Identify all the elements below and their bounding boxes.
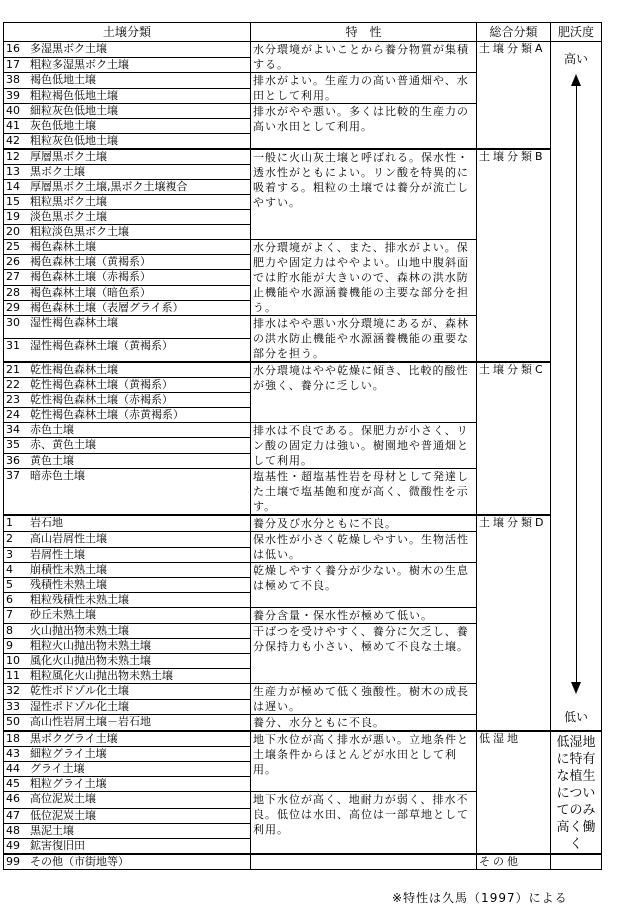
- soil-number: 44: [6, 762, 20, 775]
- soil-number: 30: [6, 316, 20, 329]
- soil-name: 乾性ポドゾル化土壌: [30, 684, 129, 697]
- characteristic-cell: 地下水位が高く、地耐力が弱く、排水不良。低位は水田、高位は一部草地として利用。: [251, 792, 477, 855]
- characteristic-cell: 塩基性・超塩基性岩を母材として発達した土壌で塩基飽和度が高く、微酸性を示す。: [251, 469, 477, 516]
- characteristic-cell: 一般に火山灰土壌と呼ばれる。保水性・透水性がともによい。リン酸を特異的に吸着する。粗粒の土壌では養分が流亡しやすい。: [251, 149, 477, 240]
- characteristic-cell: 保水性が小さく乾燥しやすい。生物活性は低い。: [251, 532, 477, 563]
- soil-name-cell: [4, 42, 251, 58]
- soil-name-cell: [4, 57, 251, 73]
- soil-number: 32: [6, 684, 20, 697]
- table-body: [4, 42, 602, 870]
- soil-name: 細粒グライ土壌: [30, 747, 107, 760]
- soil-number: 3: [6, 547, 13, 561]
- soil-name: 風化火山抛出物未熟土壌: [30, 654, 151, 667]
- soil-name: 残積性未熟土壌: [30, 578, 107, 591]
- soil-name: 粗粒グライ土壌: [30, 777, 107, 790]
- soil-name-cell: [4, 423, 251, 438]
- soil-number: 34: [6, 423, 20, 436]
- soil-name: 鉱害復旧田: [30, 839, 85, 852]
- soil-name-cell: [4, 119, 251, 134]
- soil-name-cell: [4, 515, 251, 532]
- fertility-empty-cell: [551, 854, 602, 870]
- table-row: [4, 515, 602, 532]
- soil-name-cell: [4, 300, 251, 315]
- soil-number: 24: [6, 408, 20, 421]
- overall-class-cell: 土壌分類D: [477, 515, 551, 731]
- soil-name: 低位泥炭土壌: [30, 809, 96, 822]
- soil-name: 崩積性未熟土壌: [30, 563, 107, 576]
- soil-name: 粗粒淡色黒ボク土壌: [30, 225, 129, 238]
- soil-number: 29: [6, 300, 20, 314]
- soil-name: その他（市街地等）: [30, 855, 129, 868]
- fertility-high-label: 高い: [563, 52, 588, 66]
- soil-number: 10: [6, 654, 20, 667]
- soil-name-cell: [4, 255, 251, 270]
- soil-number: 33: [6, 699, 20, 713]
- soil-name-cell: [4, 578, 251, 593]
- soil-name-cell: [4, 839, 251, 855]
- overall-class-cell: 土壌分類B: [477, 149, 551, 362]
- soil-name-cell: [4, 593, 251, 608]
- soil-name-cell: [4, 684, 251, 700]
- overall-class-cell: 土壌分類A: [477, 42, 551, 150]
- soil-number: 2: [6, 532, 13, 545]
- soil-name: 赤色土壌: [30, 423, 74, 436]
- soil-name: 黒ボク土壌: [30, 165, 85, 178]
- soil-name-cell: [4, 777, 251, 792]
- soil-number: 49: [6, 839, 20, 852]
- characteristic-cell: 排水は不良である。保肥力が小さく、リン酸の固定力は強い。樹園地や普通畑として利用。: [251, 423, 477, 469]
- characteristic-cell: 養分含量・保水性が極めて低い。: [251, 608, 477, 624]
- soil-name-cell: [4, 378, 251, 393]
- soil-number: 43: [6, 747, 20, 760]
- soil-name-cell: [4, 134, 251, 150]
- soil-name: 褐色森林土壌: [30, 240, 96, 253]
- soil-number: 45: [6, 777, 20, 790]
- soil-name: 褐色森林土壌（暗色系）: [30, 285, 151, 299]
- soil-name-cell: [4, 469, 251, 516]
- soil-number: 35: [6, 438, 20, 452]
- soil-name-cell: [4, 195, 251, 210]
- soil-number: 26: [6, 255, 20, 269]
- overall-class-cell: 低湿地: [477, 731, 551, 854]
- soil-name-cell: [4, 639, 251, 654]
- soil-name: 乾性褐色森林土壌（黄褐系）: [30, 378, 173, 391]
- soil-name: 褐色低地土壌: [30, 73, 96, 86]
- soil-name-cell: [4, 285, 251, 300]
- soil-name-cell: [4, 608, 251, 624]
- soil-name-cell: [4, 669, 251, 684]
- soil-name: 高山性岩屑土壌－岩石地: [30, 715, 151, 728]
- soil-name-cell: [4, 149, 251, 165]
- soil-name-cell: [4, 88, 251, 104]
- soil-number: 40: [6, 104, 20, 117]
- soil-name: 粗粒褐色低地土壌: [30, 88, 118, 102]
- header-soil-class: 土壌分類: [4, 23, 251, 42]
- soil-number: 22: [6, 378, 20, 391]
- soil-name-cell: [4, 225, 251, 240]
- soil-number: 5: [6, 578, 13, 591]
- soil-number: 4: [6, 563, 13, 576]
- characteristic-cell: 水分環境はやや乾燥に傾き、比較的酸性が強く、養分に乏しい。: [251, 362, 477, 423]
- header-characteristics: 特 性: [251, 23, 477, 42]
- characteristic-cell: 乾燥しやすく養分が少ない。樹木の生息は極めて不良。: [251, 563, 477, 608]
- soil-name-cell: [4, 731, 251, 747]
- fertility-arrow: [551, 42, 601, 730]
- soil-name: 粗粒風化火山抛出物未熟土壌: [30, 669, 173, 682]
- soil-classification-table: [3, 22, 602, 870]
- soil-name-cell: [4, 563, 251, 578]
- soil-name-cell: [4, 762, 251, 777]
- soil-name-cell: [4, 453, 251, 468]
- soil-number: 28: [6, 285, 20, 299]
- soil-number: 37: [6, 469, 20, 482]
- fertility-low-label: 低い: [563, 710, 588, 724]
- table-row: [4, 149, 602, 165]
- soil-number: 25: [6, 240, 20, 253]
- soil-name: 粗粒黒ボク土壌: [30, 195, 107, 208]
- soil-name: グライ土壌: [30, 762, 85, 775]
- soil-name: 厚層黒ボク土壌,黒ボク土壌複合: [30, 180, 188, 193]
- soil-number: 12: [6, 150, 20, 163]
- soil-number: 48: [6, 824, 20, 837]
- soil-name-cell: [4, 715, 251, 732]
- soil-number: 38: [6, 73, 20, 86]
- soil-number: 46: [6, 792, 20, 805]
- characteristic-cell: 生産力が極めて低く強酸性。樹木の成長は遅い。: [251, 684, 477, 715]
- soil-name: 黒泥土壌: [30, 824, 74, 837]
- soil-name: 湿性褐色森林土壌: [30, 316, 118, 329]
- soil-name: 細粒灰色低地土壌: [30, 104, 118, 117]
- soil-name: 乾性褐色森林土壌: [30, 363, 118, 376]
- soil-number: 13: [6, 165, 20, 178]
- soil-number: 47: [6, 809, 20, 822]
- soil-name: 岩石地: [30, 516, 63, 529]
- soil-number: 41: [6, 119, 20, 132]
- soil-name-cell: [4, 104, 251, 119]
- soil-name-cell: [4, 240, 251, 255]
- characteristic-cell: 排水はやや悪い水分環境にあるが、森林の洪水防止機能や水源涵養機能の重要な部分を担う。: [251, 316, 477, 363]
- soil-number: 16: [6, 42, 20, 55]
- soil-number: 6: [6, 593, 13, 606]
- soil-classification-table-container: [3, 22, 601, 870]
- soil-name: 褐色森林土壌（表層グライ系）: [30, 300, 184, 314]
- soil-number: 8: [6, 624, 13, 637]
- soil-name-cell: [4, 654, 251, 669]
- arrow-shaft: [576, 78, 577, 690]
- characteristic-cell: 養分及び水分ともに不良。: [251, 515, 477, 532]
- soil-name: 乾性褐色森林土壌（赤黄褐系）: [30, 408, 184, 421]
- soil-number: 23: [6, 393, 20, 406]
- soil-name: 黄色土壌: [30, 453, 74, 467]
- header-row: [4, 23, 602, 42]
- overall-class-cell: 土壌分類C: [477, 362, 551, 515]
- soil-number: 7: [6, 608, 13, 621]
- soil-name: 粗粒残積性未熟土壌: [30, 593, 129, 606]
- soil-name: 厚層黒ボク土壌: [30, 150, 107, 163]
- soil-name-cell: [4, 316, 251, 339]
- soil-name: 高位泥炭土壌: [30, 792, 96, 805]
- soil-name: 灰色低地土壌: [30, 119, 96, 132]
- fertility-note-cell: 低湿地に特有な植生についてのみ高く働く: [551, 731, 602, 854]
- soil-name-cell: [4, 393, 251, 408]
- characteristic-cell: 排水がやや悪い。多くは比較的生産力の高い水田として利用。: [251, 104, 477, 150]
- soil-name: 褐色森林土壌（赤褐系）: [30, 270, 151, 284]
- soil-name: 褐色森林土壌（黄褐系）: [30, 255, 151, 269]
- soil-name: 赤、黄色土壌: [30, 438, 96, 452]
- soil-number: 27: [6, 270, 20, 284]
- characteristic-cell: 干ばつを受けやすく、養分に欠乏し、養分保持力も小さい、極めて不良な土壌。: [251, 624, 477, 684]
- soil-name: 高山岩屑性土壌: [30, 532, 107, 545]
- soil-number: 15: [6, 195, 20, 208]
- soil-name: 粗粒灰色低地土壌: [30, 134, 118, 147]
- soil-name: 岩屑性土壌: [30, 547, 85, 561]
- soil-number: 39: [6, 88, 20, 102]
- soil-name-cell: [4, 362, 251, 378]
- header-fertility: 肥沃度: [551, 23, 602, 42]
- soil-name-cell: [4, 73, 251, 89]
- soil-name-cell: [4, 338, 251, 362]
- characteristic-cell: 地下水位が高く排水が悪い。立地条件と土壌条件からほとんどが水田として利用。: [251, 731, 477, 792]
- soil-name-cell: [4, 747, 251, 762]
- header-overall-class: 総合分類: [477, 23, 551, 42]
- soil-name-cell: [4, 270, 251, 285]
- table-row: [4, 362, 602, 378]
- soil-number: 21: [6, 363, 20, 376]
- characteristic-cell: 水分環境がよいことから養分物質が集積する。: [251, 42, 477, 73]
- soil-number: 36: [6, 453, 20, 467]
- characteristic-cell: [251, 854, 477, 870]
- characteristic-cell: 水分環境がよく、また、排水がよい。保肥力や固定力はややよい。山地中腹斜面では貯水能が大きいので、森林の洪水防止機能や水源涵養機能の主要な部分を担う。: [251, 240, 477, 316]
- soil-name-cell: [4, 624, 251, 639]
- soil-name-cell: [4, 210, 251, 225]
- soil-name-cell: [4, 854, 251, 870]
- soil-name: 火山抛出物未熟土壌: [30, 624, 129, 637]
- characteristic-cell: 排水がよい。生産力の高い普通畑や、水田として利用。: [251, 73, 477, 104]
- soil-number: 20: [6, 225, 20, 238]
- soil-name-cell: [4, 532, 251, 548]
- soil-number: 99: [6, 855, 20, 868]
- soil-name: 湿性ポドゾル化土壌: [30, 699, 129, 713]
- characteristic-cell: 養分、水分ともに不良。: [251, 715, 477, 732]
- soil-number: 17: [6, 57, 20, 71]
- soil-name-cell: [4, 438, 251, 453]
- soil-name-cell: [4, 180, 251, 195]
- soil-name: 淡色黒ボク土壌: [30, 210, 107, 223]
- soil-number: 11: [6, 669, 20, 682]
- soil-name: 暗赤色土壌: [30, 469, 85, 482]
- footnote: ※特性は久馬（1997）による: [392, 891, 568, 905]
- arrow-down-icon: [571, 682, 581, 694]
- soil-number: 31: [6, 338, 20, 352]
- soil-name: 黒ボクグライ土壌: [30, 732, 118, 745]
- soil-name: 湿性褐色森林土壌（黄褐系）: [30, 338, 173, 352]
- soil-number: 14: [6, 180, 20, 193]
- soil-number: 18: [6, 732, 20, 745]
- soil-number: 9: [6, 639, 13, 652]
- soil-name: 乾性褐色森林土壌（赤褐系）: [30, 393, 173, 406]
- soil-name: 砂丘未熟土壌: [30, 608, 96, 621]
- table-row: [4, 42, 602, 58]
- soil-name-cell: [4, 824, 251, 839]
- soil-number: 42: [6, 134, 20, 147]
- fertility-scale-cell: [551, 42, 602, 732]
- overall-class-cell: その他: [477, 854, 551, 870]
- soil-number: 19: [6, 210, 20, 223]
- soil-name: 粗粒多湿黒ボク土壌: [30, 57, 129, 71]
- soil-name-cell: [4, 699, 251, 715]
- soil-number: 1: [6, 516, 13, 529]
- table-row: [4, 731, 602, 747]
- soil-name-cell: [4, 809, 251, 824]
- table-row: [4, 854, 602, 870]
- soil-name: 多湿黒ボク土壌: [30, 42, 107, 55]
- soil-name-cell: [4, 408, 251, 423]
- soil-name-cell: [4, 792, 251, 809]
- soil-number: 50: [6, 715, 20, 728]
- soil-name: 粗粒火山抛出物未熟土壌: [30, 639, 151, 652]
- soil-name-cell: [4, 165, 251, 180]
- soil-name-cell: [4, 547, 251, 563]
